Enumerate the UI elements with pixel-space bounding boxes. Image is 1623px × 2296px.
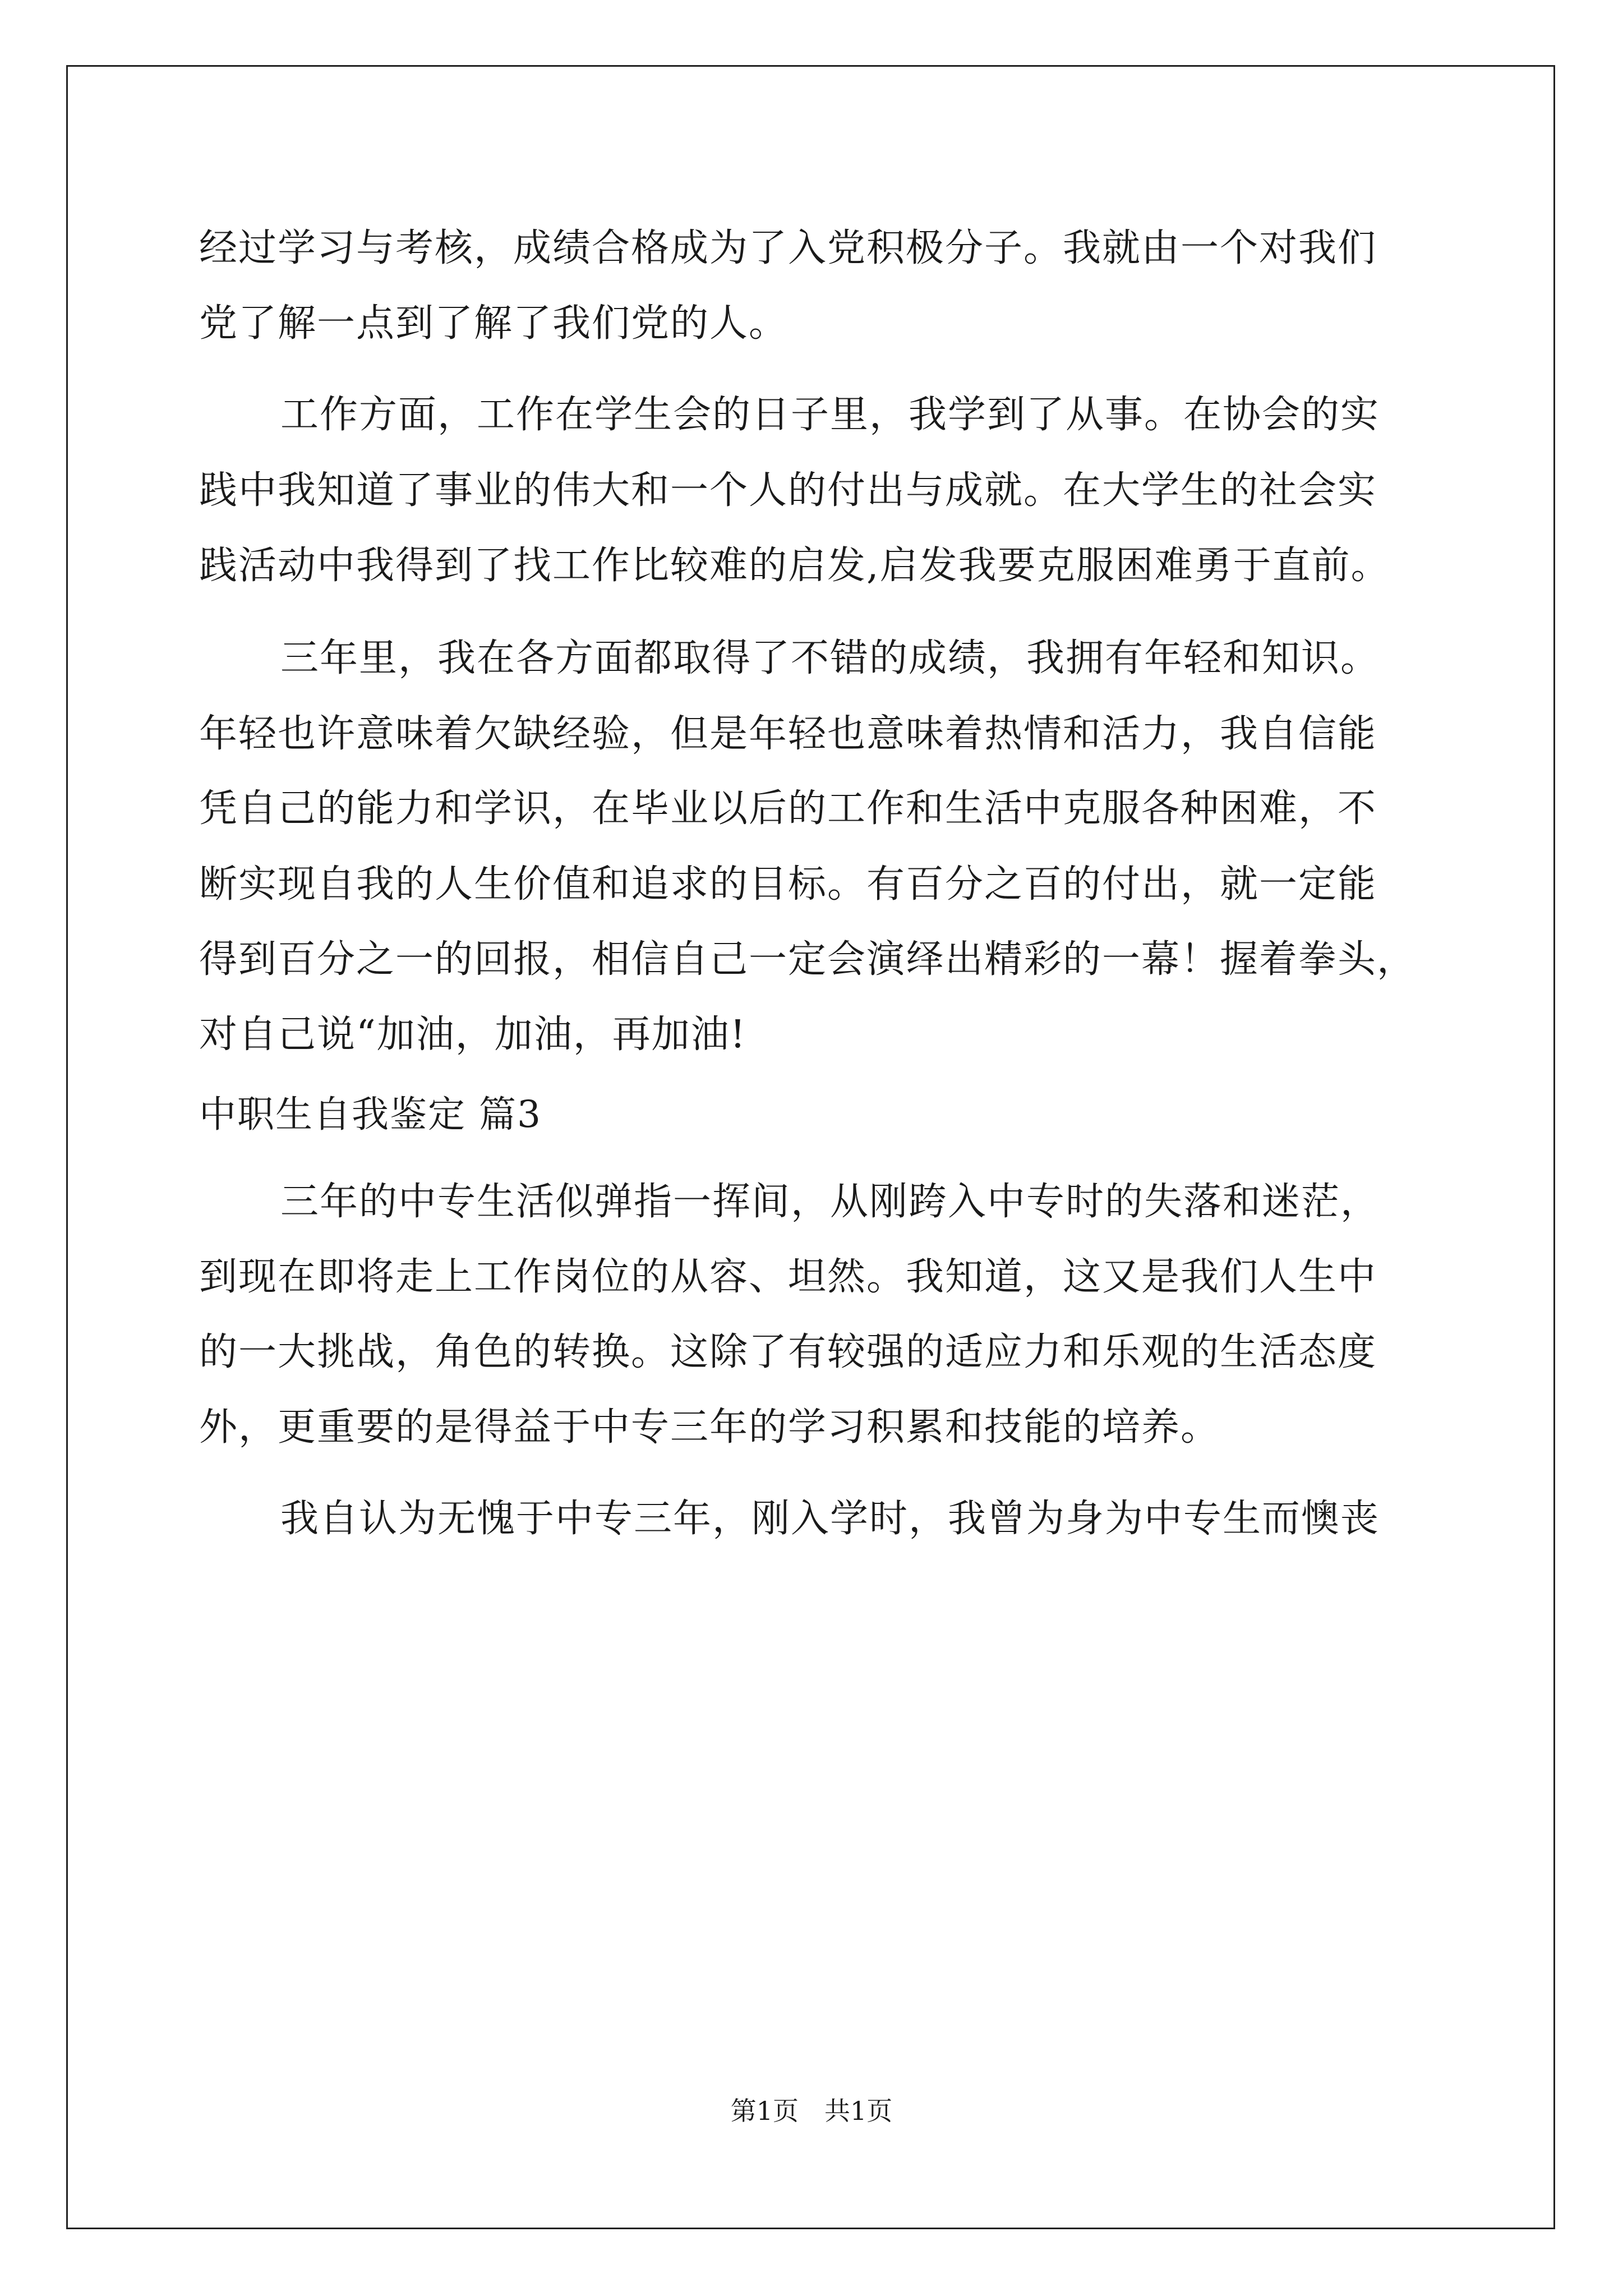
text-line: 断实现自我的人生价值和追求的目标。有百分之百的付出，就一定能 xyxy=(199,862,1377,907)
text-line: 凭自己的能力和学识，在毕业以后的工作和生活中克服各种困难，不 xyxy=(199,786,1377,831)
text-line: 我自认为无愧于中专三年，刚入学时，我曾为身为中专生而懊丧 xyxy=(280,1497,1380,1541)
page-border xyxy=(66,65,1555,2229)
text-line: 工作方面，工作在学生会的日子里，我学到了从事。在协会的实 xyxy=(280,393,1380,437)
text-line: 对自己说“加油，加油，再加油! xyxy=(199,1013,747,1057)
text-line: 践中我知道了事业的伟大和一个人的付出与成就。在大学生的社会实 xyxy=(199,468,1377,513)
text-line: 三年的中专生活似弹指一挥间，从刚跨入中专时的失落和迷茫， xyxy=(280,1180,1380,1224)
page-footer: 第1页 共1页 xyxy=(730,2096,893,2126)
section-heading: 中职生自我鉴定 篇3 xyxy=(199,1093,542,1136)
text-line: 到现在即将走上工作岗位的从容、坦然。我知道，这又是我们人生中 xyxy=(199,1255,1377,1299)
text-line: 经过学习与考核，成绩合格成为了入党积极分子。我就由一个对我们 xyxy=(199,226,1377,270)
text-line: 外，更重要的是得益于中专三年的学习积累和技能的培养。 xyxy=(199,1405,1220,1450)
text-line: 践活动中我得到了找工作比较难的启发,启发我要克服困难勇于直前。 xyxy=(199,544,1390,588)
text-line: 得到百分之一的回报，相信自己一定会演绎出精彩的一幕！握着拳头， xyxy=(199,937,1417,982)
text-line: 年轻也许意味着欠缺经验，但是年轻也意味着热情和活力，我自信能 xyxy=(199,712,1377,756)
text-line: 三年里，我在各方面都取得了不错的成绩，我拥有年轻和知识。 xyxy=(280,636,1380,680)
text-line: 党了解一点到了解了我们党的人。 xyxy=(199,301,789,346)
text-line: 的一大挑战，角色的转换。这除了有较强的适应力和乐观的生活态度 xyxy=(199,1330,1377,1374)
